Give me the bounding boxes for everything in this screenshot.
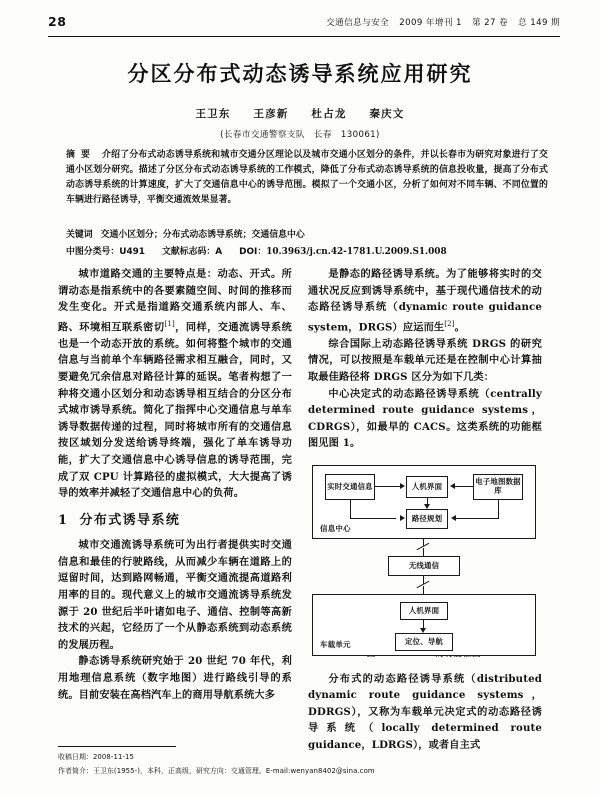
- doccode-value: A: [215, 247, 223, 257]
- paragraph-text-cont: 。: [454, 321, 465, 334]
- reference-marker: [2]: [444, 319, 455, 328]
- connector: [456, 518, 498, 519]
- connector: [350, 500, 351, 519]
- connector: [423, 548, 424, 556]
- arrow-head: [400, 483, 405, 489]
- node-hmi-center: 人机界面: [406, 476, 448, 498]
- section-title: 分布式诱导系统: [79, 512, 181, 528]
- info-center-caption: 信息中心: [320, 523, 351, 533]
- doccode-label: 文献标志码：: [161, 247, 216, 257]
- paragraph-text: 城市道路交通的主要特点是：动态、开式。所谓动态是指系统中的各要素随空间、时间的推移而发生变化。开式是指道路交通系统内部人、车、路、环境相互联系密切: [58, 268, 292, 334]
- received-date-line: [58, 752, 296, 764]
- journal-volume: 第 27 卷: [472, 18, 508, 28]
- journal-info: [319, 16, 560, 28]
- footnote-block: [58, 752, 375, 775]
- classification-block: [66, 245, 548, 261]
- doi-group: [239, 247, 447, 257]
- abstract-text: 介绍了分布式动态诱导系统和城市交通分区理论以及城市交通小区划分的条件，并以长春市为研究对象进行了交通小区划分研究。描述了分区分布式动态诱导系统的工作模式，降低了分布式动态诱导系统的信息投收量，提高了分布式动态诱导系统的计算速度，扩大了交通信息中心的诱导范围。模拟了一个交通小区，分析了如何对不同车辆、不同位置的车辆进行路径诱导，平衡交通流效果显著。: [66, 150, 548, 206]
- vehicle-unit-caption: 车载单元: [320, 639, 351, 649]
- arrow-head: [424, 504, 430, 509]
- author: 杜占龙: [311, 108, 347, 120]
- paragraph-text: 是静态的路径诱导系统。为了能够将实时的交通状况反应到诱导系统中，基于现代通信技术的动态路径诱导系统（dynamic route guidance system，DRGS）应运而生: [308, 268, 542, 334]
- paragraph: 城市交通流诱导系统可为出行者提供实时交通信息和最佳的行驶路线，从而减少车辆在道路上的逗留时间，达到路网畅通，平衡交通流提高道路利用率的目的。现代意义上的城市交通流诱导系统发源于 20 世纪后半叶诸如电子、通信、控制等高新技术的兴起，它经历了一个从静态系统到动态系统的发展历程。: [58, 539, 292, 651]
- author-list: [0, 106, 600, 121]
- clc-label: 中图分类号：: [66, 247, 120, 257]
- paragraph: [308, 266, 542, 336]
- journal-serial: 总 149 期: [518, 18, 560, 28]
- node-route-planning: 路径规划: [406, 509, 448, 529]
- arrow-head: [420, 628, 426, 633]
- paragraph: 静态诱导系统研究始于 20 世纪 70 年代，利用地理信息系统（数字地图）进行路线引导的系统。目前安装在高档汽车上的商用导航系统大多: [58, 655, 292, 701]
- author: 秦庆文: [369, 108, 405, 120]
- node-wireless-comm: 无线通信: [388, 556, 460, 576]
- doi-value: 10.3963/j.cn.42-1781.U.2009.S1.008: [266, 247, 447, 257]
- journal-issue: 2009 年增刊 1: [399, 18, 462, 28]
- arrow-head: [451, 515, 456, 521]
- keywords-label: 关键词: [66, 230, 93, 240]
- author: 王彦新: [253, 108, 289, 120]
- paragraph-text-cont: ，同样，交通流诱导系统也是一个动态开放的系统。如何将整个城市的交通信息与当前单个车辆路径需求相互融合，同时，又要避免冗余信息对路径计算的延误。笔者构想了一种将交通小区划分和动态诱导相互结合的分区分布式城市诱导系统。简化了指挥中心交通信息与单车诱导数据传递的过程，同时将城市所有的交通信息按区域划分发送给诱导终端，强化了单车诱导功能，扩大了交通信息中心诱导信息的诱导范围，完成了双 CPU 计算路径的虚拟模式，大大提高了诱导的效率并减轻了交通信息中心的负荷。: [58, 321, 292, 500]
- keywords-block: [66, 228, 548, 244]
- doccode-group: [162, 247, 222, 257]
- running-head: [48, 14, 560, 36]
- author-affiliation: (长春市交通警察支队 长春 130061): [220, 130, 380, 140]
- paragraph: 中心决定式的动态路径诱导系统（centrally determined route guidance systems，CDRGS），如最早的 CACS。这类系统的功能框图见图 1。: [308, 387, 542, 450]
- connector: [375, 486, 400, 487]
- paragraph: 分布式的动态路径诱导系统（distributed dynamic route guidance systems，DDRGS），又称为车载单元决定式的动态路径诱导系统（locally determined route guidance，LDRGS），或者自主式: [308, 672, 542, 751]
- connector: [350, 518, 396, 519]
- node-realtime-traffic: 实时交通信息: [325, 474, 375, 500]
- column-right: [308, 266, 542, 753]
- received-value: 2008-11-15: [92, 753, 134, 761]
- connector: [455, 486, 473, 487]
- paragraph: [58, 266, 292, 502]
- header-rule: [48, 36, 560, 37]
- figure-diagram: [310, 461, 538, 649]
- article-title: 分区分布式动态诱导系统应用研究: [127, 61, 473, 86]
- abstract-label: 摘要: [66, 150, 97, 160]
- author-bio: 作者简介：王卫东(1955-)，本科，正高级，研究方向：交通管理。E-mail:wenyan8402@sina.com: [58, 767, 375, 775]
- page-number: 28: [48, 14, 67, 29]
- keywords-text: 交通小区划分；分布式动态诱导系统；交通信息中心: [100, 230, 305, 240]
- node-hmi-vehicle: 人机界面: [400, 602, 448, 620]
- connector: [423, 620, 424, 628]
- footnote-rule: [58, 746, 176, 747]
- connector: [423, 586, 424, 594]
- abstract-block: [66, 148, 548, 208]
- reference-marker: [1]: [164, 319, 175, 328]
- section-number: 1: [58, 512, 69, 528]
- arrow-head: [400, 515, 405, 521]
- column-left: [58, 266, 292, 703]
- paragraph: 综合国际上动态路径诱导系统 DRGS 的研究情况，可以按照是车载单元还是在控制中心计算抽取最佳路径将 DRGS 区分为如下几类：: [308, 337, 542, 383]
- figure-1: [308, 461, 540, 663]
- section-heading-1: [58, 513, 292, 530]
- clc-group: [66, 247, 145, 257]
- arrow-head: [450, 483, 455, 489]
- connector: [498, 500, 499, 519]
- clc-value: U491: [119, 247, 145, 257]
- received-label: 收稿日期：: [58, 753, 93, 761]
- author: 王卫东: [195, 108, 231, 120]
- node-map-database: 电子地图数据库: [473, 474, 523, 500]
- journal-name: 交通信息与安全: [326, 18, 390, 28]
- node-positioning-navigation: 定位、导航: [395, 633, 453, 651]
- doi-label: DOI：: [239, 247, 267, 257]
